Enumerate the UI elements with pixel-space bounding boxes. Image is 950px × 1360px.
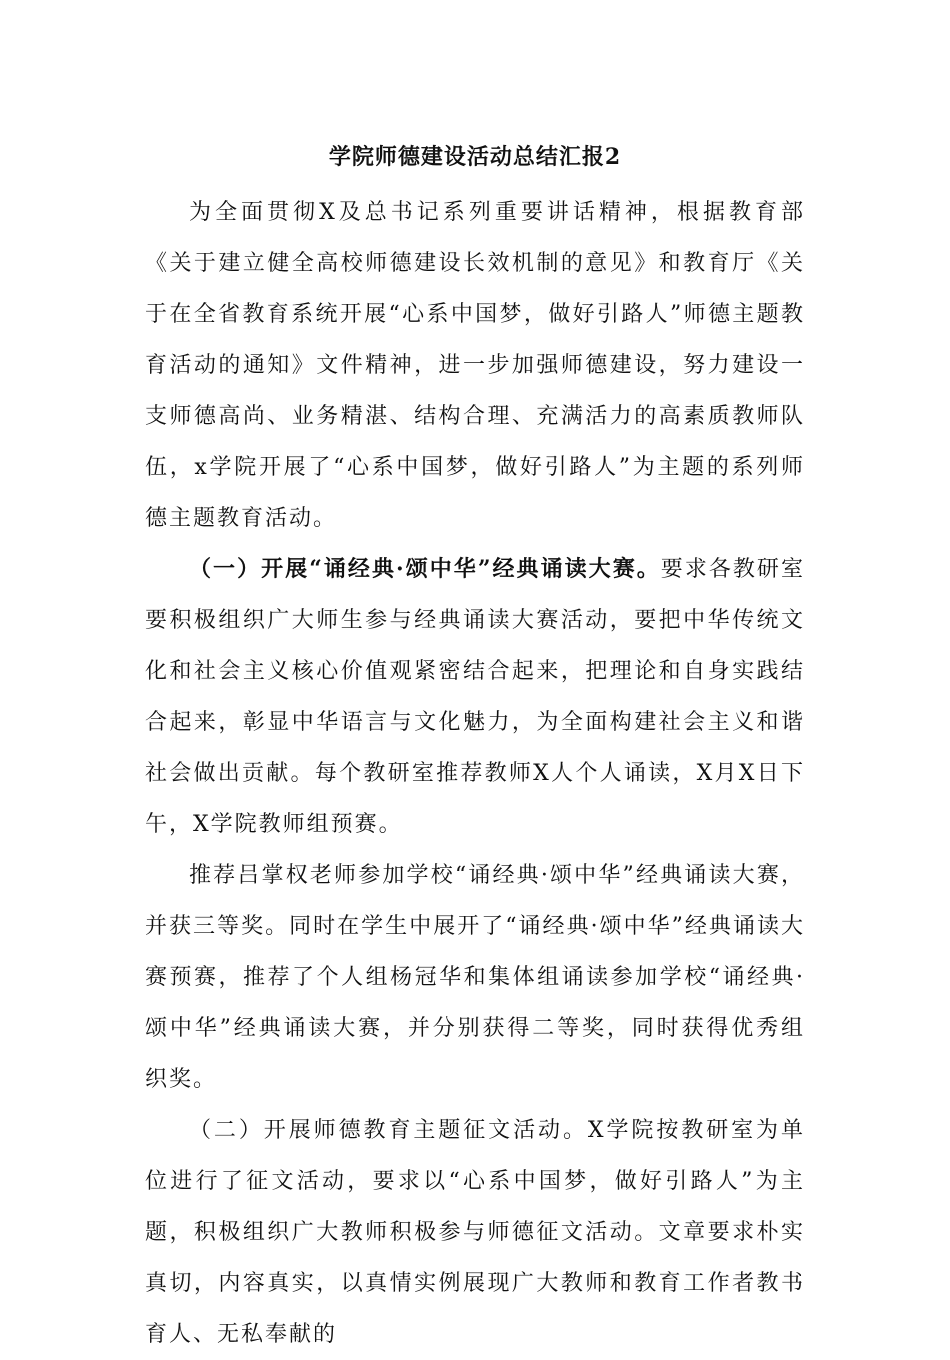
document-body	[145, 187, 805, 1360]
paragraph-text: 为全面贯彻X及总书记系列重要讲话精神，根据教育部《关于建立健全高校师德建设长效机制的意见》和教育厅《关于在全省教育系统开展“心系中国梦，做好引路人”师德主题教育活动的通知》文件精神，进一步加强师德建设，努力建设一支师德高尚、业务精湛、结构合理、充满活力的高素质教师队伍，x学院开展了“心系中国梦，做好引路人”为主题的系列师德主题教育活动。	[145, 200, 805, 531]
paragraph-section-2	[145, 1105, 805, 1360]
section-heading: （一）开展“诵经典·颂中华”经典诵读大赛。	[189, 556, 661, 582]
paragraph-text: 要求各教研室要积极组织广大师生参与经典诵读大赛活动，要把中华传统文化和社会主义核心价值观紧密结合起来，把理论和自身实践结合起来，彰显中华语言与文化魅力，为全面构建社会主义和谐社会做出贡献。每个教研室推荐教师X人个人诵读，X月X日下午，X学院教师组预赛。	[145, 557, 805, 837]
paragraph-text: 推荐吕掌权老师参加学校“诵经典·颂中华”经典诵读大赛，并获三等奖。同时在学生中展开了“诵经典·颂中华”经典诵读大赛预赛，推荐了个人组杨冠华和集体组诵读参加学校“诵经典·颂中华”经典诵读大赛，并分别获得二等奖，同时获得优秀组织奖。	[145, 863, 805, 1092]
paragraph-intro	[145, 187, 805, 544]
paragraph-awards	[145, 850, 805, 1105]
paragraph-section-1	[145, 544, 805, 850]
paragraph-text: （二）开展师德教育主题征文活动。X学院按教研室为单位进行了征文活动，要求以“心系中国梦，做好引路人”为主题，积极组织广大教师积极参与师德征文活动。文章要求朴实真切，内容真实，以真情实例展现广大教师和教育工作者教书育人、无私奉献的	[145, 1118, 805, 1347]
document-title: 学院师德建设活动总结汇报2	[328, 144, 622, 170]
